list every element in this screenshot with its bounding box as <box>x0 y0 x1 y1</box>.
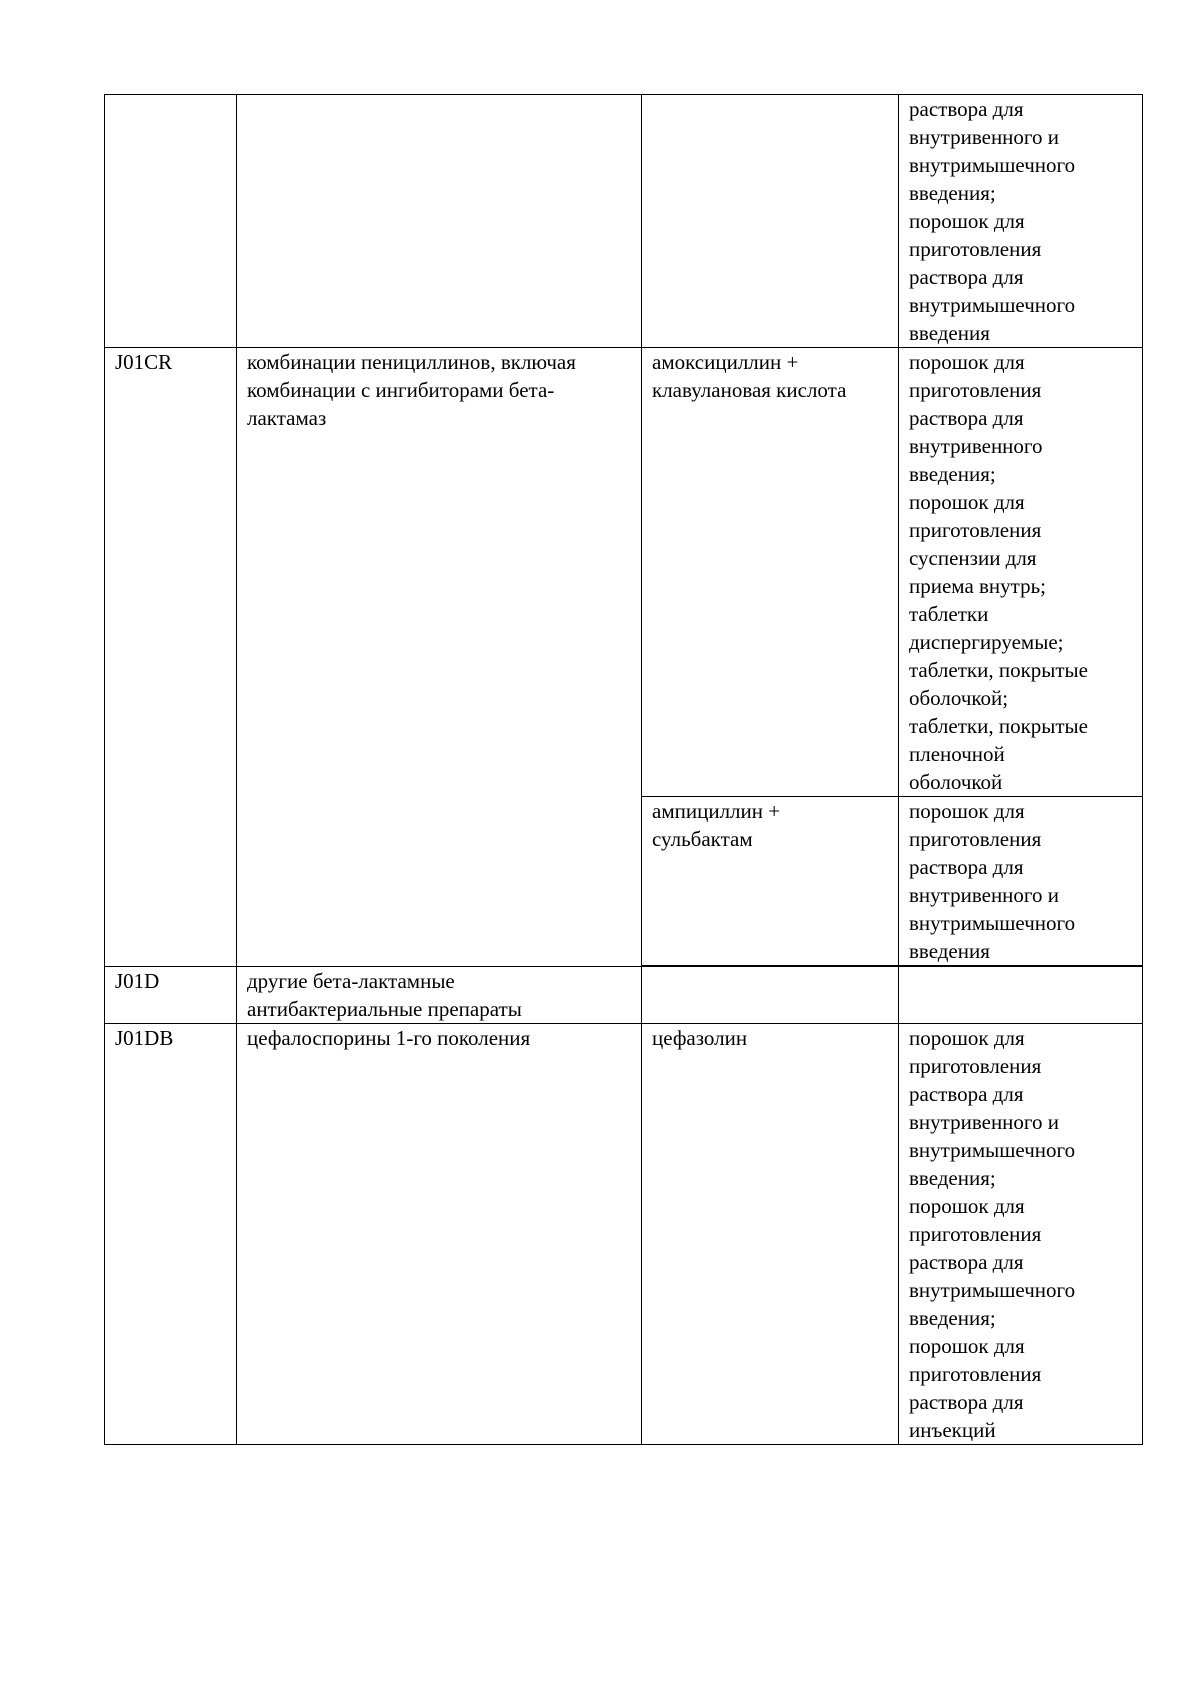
dosage-forms-cell <box>899 1023 1143 1444</box>
atc-code-cell <box>105 966 237 1023</box>
dosage-form-line: раствора для <box>909 265 1024 289</box>
dosage-form-line: внутримышечного <box>909 153 1076 177</box>
drug-name-cell <box>642 1023 899 1444</box>
dosage-form-line: раствора для <box>909 855 1024 879</box>
dosage-form-line: инъекций <box>909 1417 996 1442</box>
dosage-form-line: внутривенного и <box>909 125 1059 149</box>
dosage-form-line: приема внутрь; <box>909 574 1047 598</box>
dosage-form-line: приготовления <box>909 1221 1042 1246</box>
drug-classification-table <box>104 94 1143 1445</box>
dosage-form-line: порошок для <box>909 490 1025 514</box>
table-row <box>105 966 1143 1023</box>
dosage-form-line: приготовления <box>909 518 1042 542</box>
dosage-form-line: внутримышечного <box>909 911 1076 935</box>
group-name-cell <box>237 95 642 348</box>
drug-name-cell <box>642 966 899 1023</box>
drug-name-line: клавулановая кислота <box>652 378 847 402</box>
dosage-forms-cell <box>899 95 1143 348</box>
dosage-form-line: внутривенного и <box>909 883 1059 907</box>
dosage-form-line: порошок для <box>909 209 1025 233</box>
dosage-form-line: приготовления <box>909 1053 1042 1078</box>
group-name-line: лактамаз <box>247 406 327 430</box>
dosage-forms-cell <box>899 348 1143 797</box>
dosage-form-line: введения; <box>909 1165 996 1190</box>
atc-code-cell <box>105 1023 237 1444</box>
drug-name-cell <box>642 797 899 967</box>
dosage-form-line: раствора для <box>909 406 1024 430</box>
dosage-form-line: внутримышечного <box>909 1277 1076 1302</box>
dosage-form-line: внутримышечного <box>909 1137 1076 1162</box>
dosage-form-line: внутривенного <box>909 434 1043 458</box>
table-row <box>105 95 1143 348</box>
dosage-form-line: приготовления <box>909 237 1042 261</box>
group-name-line: цефалоспорины 1-го поколения <box>247 1025 531 1050</box>
dosage-form-line: таблетки <box>909 602 989 626</box>
dosage-form-line: раствора для <box>909 97 1024 121</box>
dosage-form-line: раствора для <box>909 1389 1024 1414</box>
dosage-form-line: внутривенного и <box>909 1109 1059 1134</box>
dosage-form-line: приготовления <box>909 827 1042 851</box>
dosage-form-line: приготовления <box>909 1361 1042 1386</box>
dosage-form-line: раствора для <box>909 1081 1024 1106</box>
atc-code-cell <box>105 348 237 967</box>
dosage-form-line: порошок для <box>909 799 1025 823</box>
atc-code: J01D <box>115 968 160 993</box>
dosage-form-line: порошок для <box>909 1025 1025 1050</box>
atc-code: J01DB <box>115 1025 174 1050</box>
dosage-form-line: таблетки, покрытые <box>909 714 1088 738</box>
dosage-form-line: пленочной <box>909 742 1005 766</box>
dosage-form-line: введения <box>909 321 990 345</box>
drug-name-cell <box>642 95 899 348</box>
dosage-form-line: суспензии для <box>909 546 1037 570</box>
group-name-cell <box>237 966 642 1023</box>
atc-code: J01CR <box>115 350 173 374</box>
dosage-form-line: оболочкой; <box>909 686 1009 710</box>
drug-name-line: амоксициллин + <box>652 350 799 374</box>
dosage-form-line: введения <box>909 939 990 963</box>
dosage-forms-cell <box>899 797 1143 967</box>
group-name-line: антибактериальные препараты <box>247 996 522 1021</box>
drug-name-cell <box>642 348 899 797</box>
dosage-form-line: приготовления <box>909 378 1042 402</box>
group-name-cell <box>237 348 642 967</box>
dosage-form-line: раствора для <box>909 1249 1024 1274</box>
dosage-form-line: внутримышечного <box>909 293 1076 317</box>
dosage-form-line: диспергируемые; <box>909 630 1064 654</box>
dosage-forms-cell <box>899 966 1143 1023</box>
dosage-form-line: таблетки, покрытые <box>909 658 1088 682</box>
dosage-form-line: порошок для <box>909 1333 1025 1358</box>
drug-name-line: сульбактам <box>652 827 753 851</box>
drug-name-line: цефазолин <box>652 1025 748 1050</box>
dosage-form-line: введения; <box>909 181 996 205</box>
table-row <box>105 348 1143 797</box>
drug-name-line: ампициллин + <box>652 799 781 823</box>
group-name-line: другие бета-лактамные <box>247 968 455 993</box>
group-name-line: комбинации пенициллинов, включая <box>247 350 576 374</box>
dosage-form-line: введения; <box>909 462 996 486</box>
dosage-form-line: порошок для <box>909 1193 1025 1218</box>
dosage-form-line: введения; <box>909 1305 996 1330</box>
table-row <box>105 1023 1143 1444</box>
atc-code-cell <box>105 95 237 348</box>
dosage-form-line: порошок для <box>909 350 1025 374</box>
group-name-cell <box>237 1023 642 1444</box>
dosage-form-line: оболочкой <box>909 770 1003 794</box>
group-name-line: комбинации с ингибиторами бета- <box>247 378 555 402</box>
